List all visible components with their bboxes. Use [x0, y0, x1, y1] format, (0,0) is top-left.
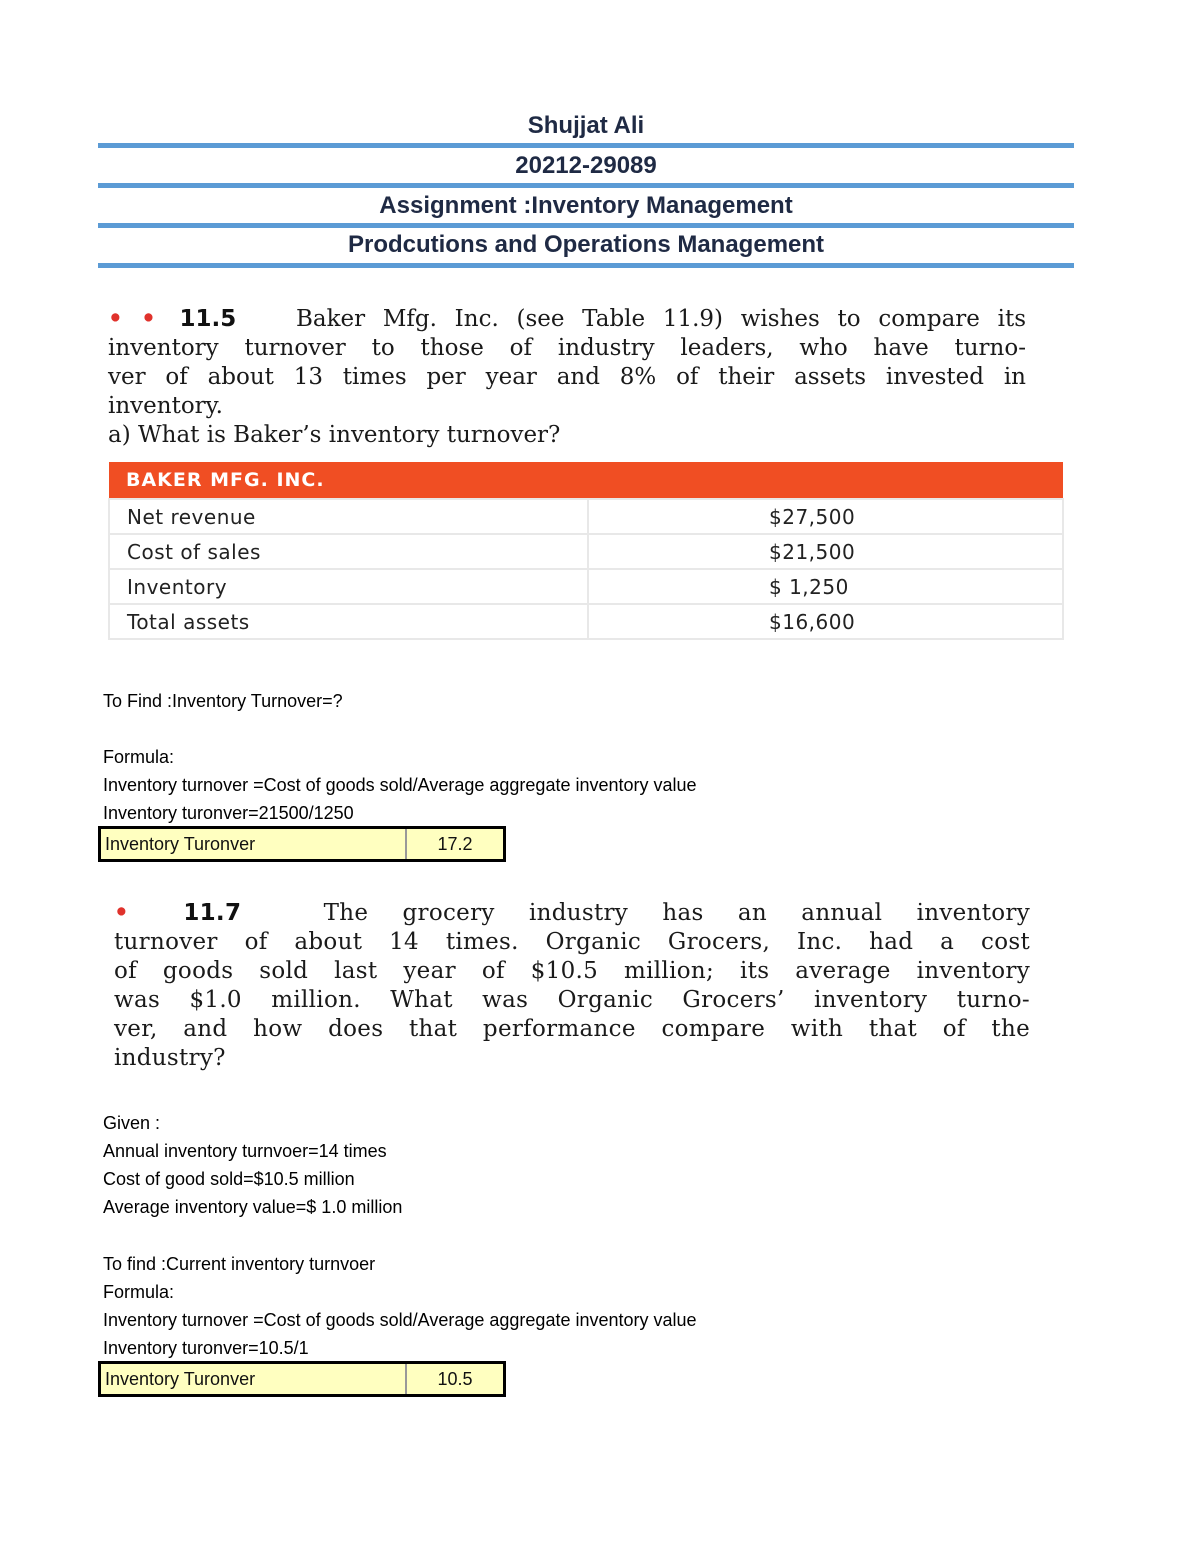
problem-line: ver, and how does that performance compare with that of the: [114, 1016, 1030, 1042]
problem-line: The grocery industry has an annual inventory: [323, 900, 1030, 926]
problem-number: 11.7: [183, 900, 242, 926]
header-rule: [98, 263, 1074, 268]
row-value: $27,500: [588, 499, 1063, 534]
formula-label: Formula:: [103, 747, 175, 767]
problem-bullets: •: [114, 899, 130, 926]
calculation: Inventory turonver=10.5/1: [103, 1338, 309, 1358]
row-label: Inventory: [109, 569, 588, 604]
baker-data-table: [108, 462, 1064, 640]
header-rule: [98, 183, 1074, 188]
result-box: [98, 1361, 506, 1397]
problem-question: a) What is Baker’s inventory turnover?: [108, 422, 561, 448]
given-item: Annual inventory turnvoer=14 times: [103, 1141, 387, 1161]
row-label: Cost of sales: [109, 534, 588, 569]
problem-number: 11.5: [179, 306, 237, 332]
problem-line: industry?: [114, 1045, 226, 1071]
course-title: Prodcutions and Operations Management: [347, 231, 825, 258]
table-title: BAKER MFG. INC.: [109, 462, 1063, 499]
formula-label: Formula:: [103, 1282, 175, 1302]
problem-line: turnover of about 14 times. Organic Grocers, Inc. had a cost: [114, 929, 1030, 955]
result-value: 10.5: [437, 1369, 473, 1389]
to-find: To Find :Inventory Turnover=?: [103, 691, 343, 711]
problem-line: inventory.: [108, 393, 223, 419]
table-row: [109, 604, 1063, 639]
row-value: $ 1,250: [588, 569, 1063, 604]
problem-bullets: • •: [108, 305, 156, 332]
result-value: 17.2: [437, 834, 473, 854]
row-value: $16,600: [588, 604, 1063, 639]
problem-line: inventory turnover to those of industry leaders, who have turno-: [108, 335, 1026, 361]
header-rule: [98, 223, 1074, 228]
result-label: Inventory Turonver: [101, 1364, 407, 1394]
given-item: Cost of good sold=$10.5 million: [103, 1169, 355, 1189]
to-find: To find :Current inventory turnvoer: [103, 1254, 376, 1274]
row-value: $21,500: [588, 534, 1063, 569]
problem-11-5-text: [108, 304, 1026, 450]
problem-line: was $1.0 million. What was Organic Grocers’ inventory turno-: [114, 987, 1030, 1013]
result-label: Inventory Turonver: [101, 829, 407, 859]
given-label: Given :: [103, 1113, 161, 1133]
problem-line: Baker Mfg. Inc. (see Table 11.9) wishes to compare its: [296, 306, 1027, 332]
student-name: Shujjat Ali: [527, 112, 645, 139]
assignment-title: Assignment :Inventory Management: [379, 192, 793, 219]
formula: Inventory turnover =Cost of goods sold/Average aggregate inventory value: [103, 1310, 697, 1330]
header-rule: [98, 143, 1074, 148]
problem-line: of goods sold last year of $10.5 million; its average inventory: [114, 958, 1030, 984]
row-label: Total assets: [109, 604, 588, 639]
table-row: [109, 569, 1063, 604]
student-id: 20212-29089: [515, 152, 657, 179]
result-box: [98, 826, 506, 862]
table-row: [109, 534, 1063, 569]
calculation: Inventory turonver=21500/1250: [103, 803, 354, 823]
problem-line: ver of about 13 times per year and 8% of their assets invested in: [108, 364, 1026, 390]
problem-11-7-text: [114, 898, 1030, 1073]
formula: Inventory turnover =Cost of goods sold/Average aggregate inventory value: [103, 775, 697, 795]
given-item: Average inventory value=$ 1.0 million: [103, 1197, 403, 1217]
table-row: [109, 499, 1063, 534]
row-label: Net revenue: [109, 499, 588, 534]
